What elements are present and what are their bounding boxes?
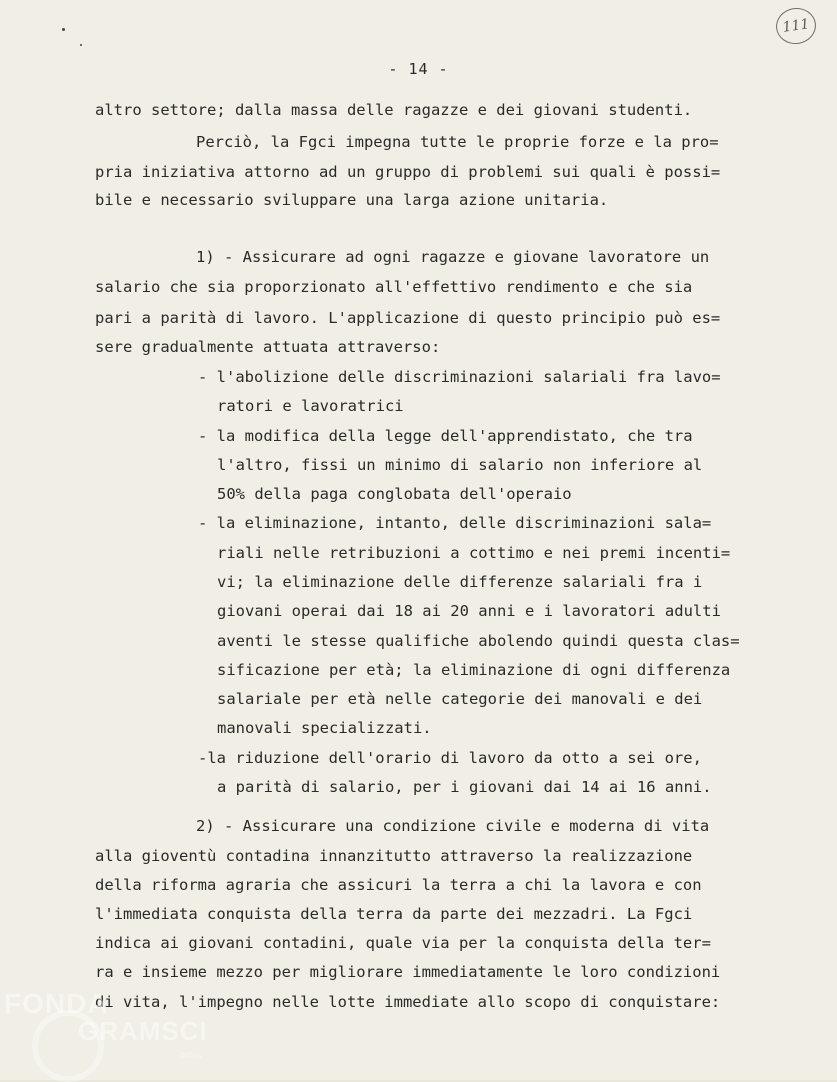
text-line: ra e insieme mezzo per migliorare immediatamente le loro condizioni [95, 963, 721, 981]
page-number: - 14 - [388, 60, 449, 78]
text-line: altro settore; dalla massa delle ragazze e dei giovani studenti. [95, 101, 693, 119]
text-line: aventi le stesse qualifiche abolendo quindi questa clas= [217, 632, 740, 650]
watermark-text: onlus [180, 1050, 202, 1060]
archive-stamp: 111 [774, 5, 819, 46]
text-line: pria iniziativa attorno ad un gruppo di problemi sui quali è possi= [95, 163, 721, 181]
text-line: manovali specializzati. [217, 719, 432, 737]
list-item: - l'abolizione delle discriminazioni salariali fra lavo= [198, 368, 721, 386]
text-line: giovani operai dai 18 ai 20 anni e i lavoratori adulti [217, 602, 721, 620]
text-line: sere gradualmente attuata attraverso: [95, 338, 441, 356]
list-item: -la riduzione dell'orario di lavoro da otto a sei ore, [198, 749, 702, 767]
text-line: 1) - Assicurare ad ogni ragazze e giovane lavoratore un [196, 248, 710, 266]
text-line: di vita, l'impegno nelle lotte immediate allo scopo di conquistare: [95, 993, 721, 1011]
watermark-text: FONDA [4, 988, 109, 1019]
text-line: riali nelle retribuzioni a cottimo e nei premi incenti= [217, 544, 731, 562]
text-line: a parità di salario, per i giovani dai 14 ai 16 anni. [217, 778, 712, 796]
text-line: l'altro, fissi un minimo di salario non inferiore al [217, 456, 703, 474]
text-line: 50% della paga conglobata dell'operaio [217, 485, 572, 503]
ink-speck [80, 44, 82, 46]
watermark-text: GRAMSCI [78, 1016, 208, 1046]
text-line: ratori e lavoratrici [217, 397, 404, 415]
text-line: salariale per età nelle categorie dei manovali e dei [217, 690, 703, 708]
ink-speck [62, 28, 65, 31]
text-line: Perciò, la Fgci impegna tutte le proprie forze e la pro= [196, 133, 719, 151]
text-line: vi; la eliminazione delle differenze salariali fra i [217, 573, 703, 591]
text-line: indica ai giovani contadini, quale via per la conquista della ter= [95, 934, 711, 952]
text-line: pari a parità di lavoro. L'applicazione di questo principio può es= [95, 309, 721, 327]
text-line: l'immediata conquista della terra da parte dei mezzadri. La Fgci [95, 905, 693, 923]
text-line: della riforma agraria che assicuri la terra a chi la lavora e con [95, 876, 702, 894]
text-line: 2) - Assicurare una condizione civile e moderna di vita [196, 817, 710, 835]
text-line: sificazione per età; la eliminazione di ogni differenza [217, 661, 731, 679]
text-line: bile e necessario sviluppare una larga azione unitaria. [95, 191, 609, 209]
list-item: - la eliminazione, intanto, delle discriminazioni sala= [198, 514, 712, 532]
list-item: - la modifica della legge dell'apprendistato, che tra [198, 427, 693, 445]
text-line: salario che sia proporzionato all'effettivo rendimento e che sia [95, 278, 693, 296]
text-line: alla gioventù contadina innanzitutto attraverso la realizzazione [95, 847, 693, 865]
